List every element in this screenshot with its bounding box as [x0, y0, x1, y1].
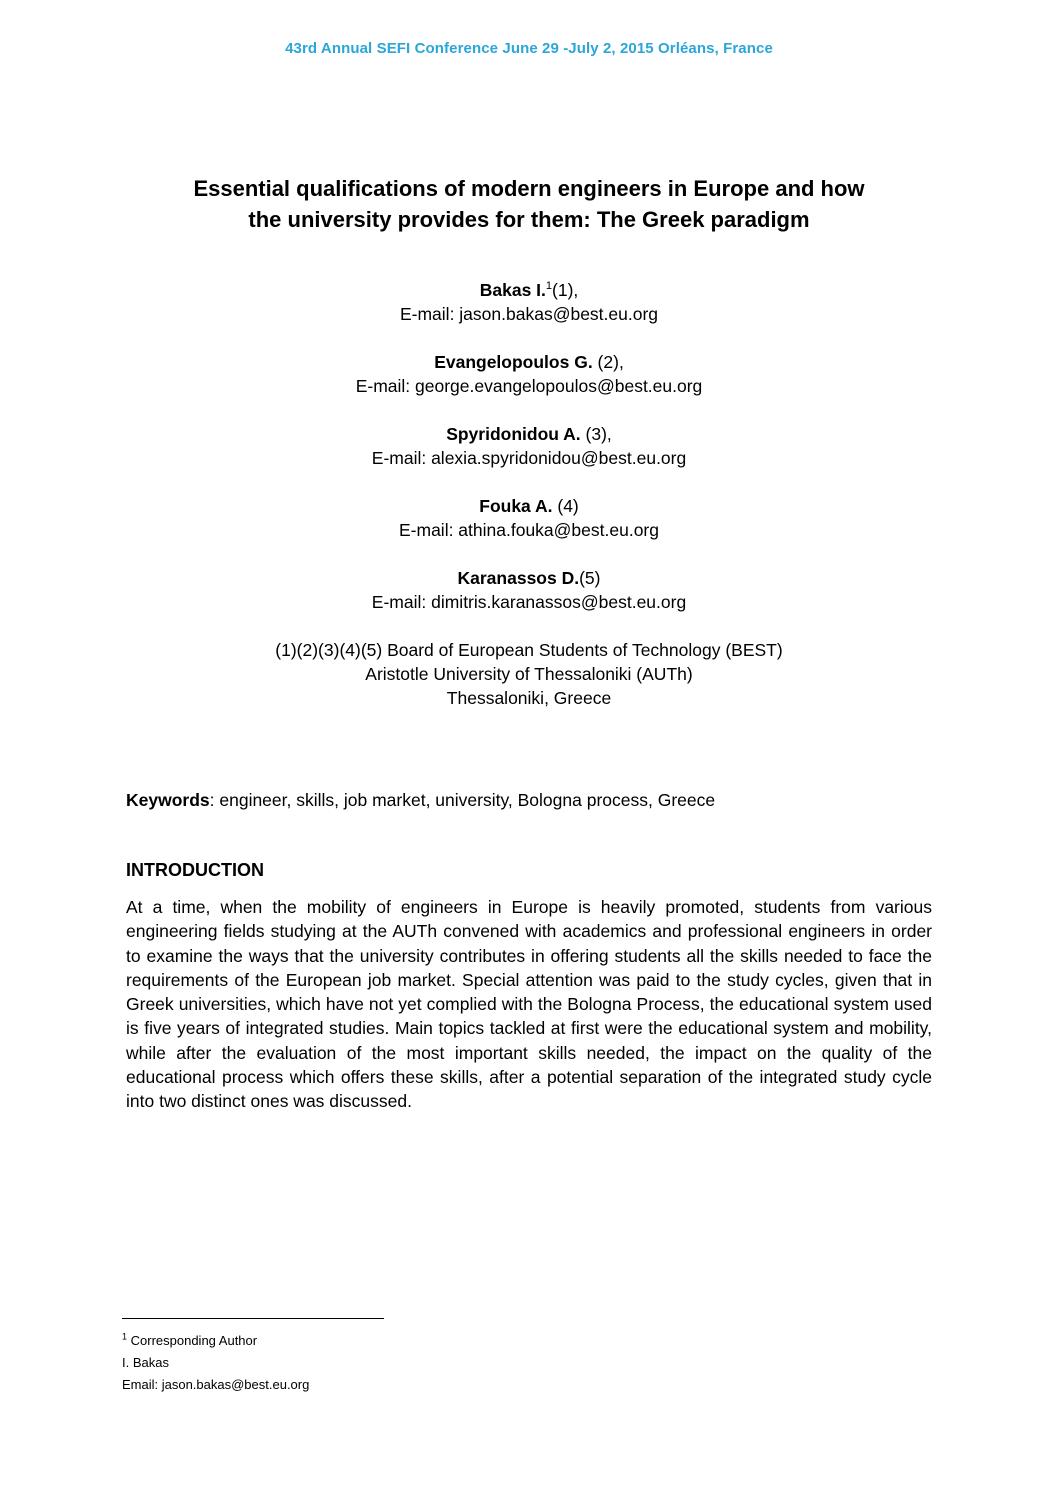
footnote-line-1: Corresponding Author	[127, 1333, 258, 1348]
author-affiliation-ref: (5)	[579, 568, 601, 588]
author-name: Karanassos D.	[457, 568, 580, 588]
keywords-label: Keywords	[126, 790, 210, 810]
author-entry	[0, 566, 1058, 614]
author-name: Spyridonidou A.	[446, 424, 581, 444]
affiliation-line-2: Aristotle University of Thessaloniki (AUTh)	[365, 664, 693, 684]
footnote-line-2: I. Bakas	[122, 1355, 169, 1370]
affiliation-block	[0, 638, 1058, 710]
author-affiliation-ref: (1),	[552, 280, 579, 300]
introduction-paragraph: At a time, when the mobility of engineers in Europe is heavily promoted, students from various engineering fields studying at the AUTh convened with academics and professional engineers in order to examine the ways that the university contributes in offering students all the skills needed to face the requirements of the European job market. Special attention was paid to the study cycles, given that in Greek universities, which have not yet complied with the Bologna Process, the educational system used is five years of integrated studies. Main topics tackled at first were the educational system and mobility, while after the evaluation of the most important skills needed, the impact on the quality of the educational process which offers these skills, after a potential separation of the integrated study cycle into two distinct ones was discussed.	[126, 897, 932, 1112]
author-name: Bakas I.	[479, 280, 546, 300]
conference-header: 43rd Annual SEFI Conference June 29 -July 2, 2015 Orléans, France	[285, 40, 773, 57]
author-affiliation-ref: (4)	[552, 496, 579, 516]
author-email: E-mail: george.evangelopoulos@best.eu.org	[355, 376, 703, 396]
author-name: Evangelopoulos G.	[434, 352, 593, 372]
author-entry	[0, 278, 1058, 326]
keywords-text: : engineer, skills, job market, university, Bologna process, Greece	[209, 790, 716, 810]
author-email: E-mail: athina.fouka@best.eu.org	[399, 520, 659, 540]
author-affiliation-ref: (2),	[592, 352, 624, 372]
author-entry	[0, 350, 1058, 398]
author-entry	[0, 422, 1058, 470]
author-entry	[0, 494, 1058, 542]
author-footnote-mark: 1	[545, 280, 553, 293]
introduction-heading: INTRODUCTION	[126, 860, 264, 880]
paper-title	[100, 173, 958, 235]
author-affiliation-ref: (3),	[580, 424, 612, 444]
title-line-1: Essential qualifications of modern engineers in Europe and how	[193, 176, 865, 201]
author-email: E-mail: alexia.spyridonidou@best.eu.org	[371, 448, 687, 468]
footnote-mark: 1	[122, 1331, 128, 1342]
title-line-2: the university provides for them: The Greek paradigm	[248, 207, 810, 232]
author-email: E-mail: dimitris.karanassos@best.eu.org	[371, 592, 687, 612]
affiliation-line-3: Thessaloniki, Greece	[446, 688, 612, 708]
author-email: E-mail: jason.bakas@best.eu.org	[399, 304, 659, 324]
author-list	[0, 278, 1058, 710]
footnote	[122, 1330, 309, 1396]
author-name: Fouka A.	[479, 496, 553, 516]
footnote-email: Email: jason.bakas@best.eu.org	[122, 1377, 310, 1392]
affiliation-line-1: (1)(2)(3)(4)(5) Board of European Students of Technology (BEST)	[275, 640, 783, 660]
keywords	[126, 788, 932, 812]
footnote-divider	[122, 1318, 384, 1319]
